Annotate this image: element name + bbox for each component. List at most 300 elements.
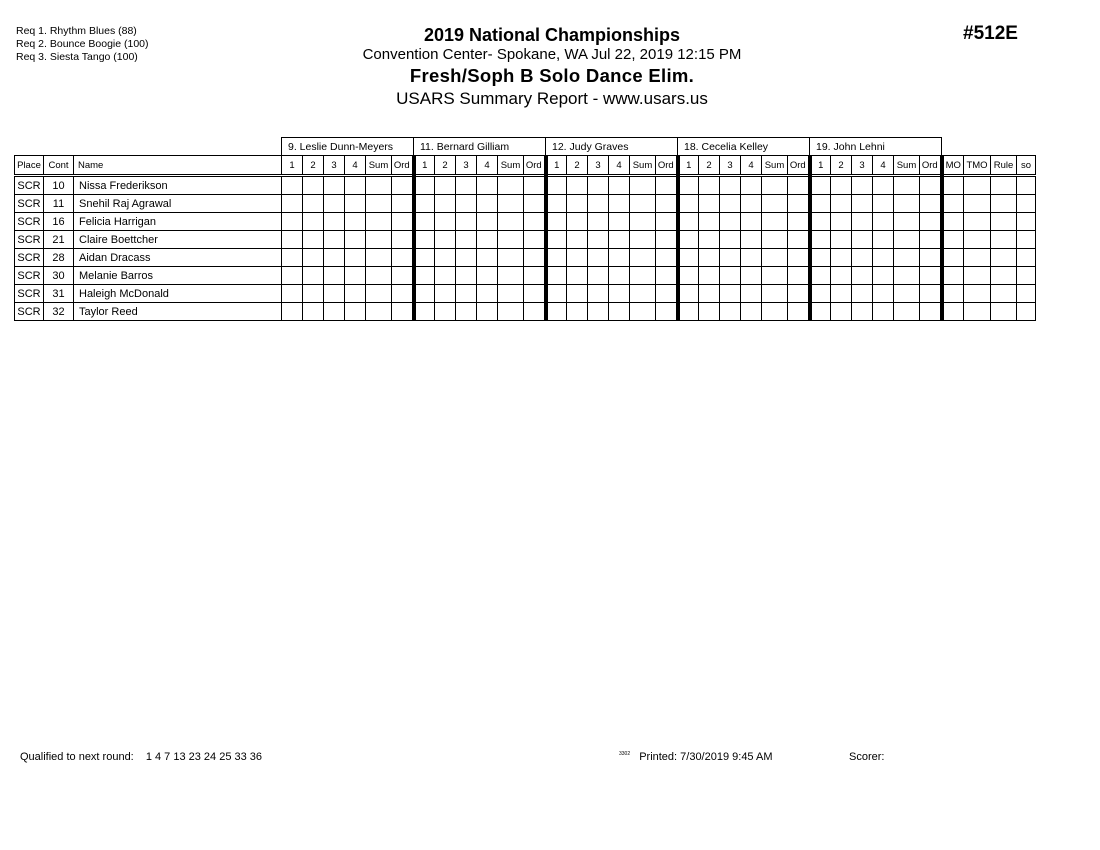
- tail-cell: [964, 231, 991, 249]
- score-cell: [477, 267, 498, 285]
- score-cell: [345, 176, 366, 195]
- score-cell: [345, 267, 366, 285]
- judge-name: 9. Leslie Dunn-Meyers: [282, 138, 414, 156]
- score-cell: [303, 267, 324, 285]
- print-code: 3302: [619, 751, 631, 757]
- score-cell: [392, 303, 414, 321]
- skater-name: Haleigh McDonald: [74, 285, 282, 303]
- tail-cell: [942, 285, 964, 303]
- score-cell: [762, 249, 788, 267]
- cont-cell: 21: [44, 231, 74, 249]
- score-cell: [345, 249, 366, 267]
- score-cell: [524, 285, 546, 303]
- score-col-header: 2: [831, 156, 852, 176]
- score-cell: [873, 249, 894, 267]
- tail-cell: [964, 267, 991, 285]
- score-cell: [392, 267, 414, 285]
- score-cell: [678, 267, 699, 285]
- score-cell: [546, 231, 567, 249]
- score-cell: [788, 249, 810, 267]
- requirement-item: Req 3. Siesta Tango (100): [16, 51, 138, 63]
- score-cell: [741, 303, 762, 321]
- score-cell: [567, 176, 588, 195]
- score-cell: [609, 213, 630, 231]
- skater-name: Melanie Barros: [74, 267, 282, 285]
- judge-name: 12. Judy Graves: [546, 138, 678, 156]
- score-cell: [546, 285, 567, 303]
- score-cell: [630, 303, 656, 321]
- cont-cell: 30: [44, 267, 74, 285]
- score-cell: [788, 267, 810, 285]
- score-cell: [435, 285, 456, 303]
- tail-cell: [964, 176, 991, 195]
- tail-cell: [942, 231, 964, 249]
- printed-line: [619, 751, 773, 763]
- score-cell: [414, 249, 435, 267]
- score-cell: [873, 285, 894, 303]
- score-cell: [656, 231, 678, 249]
- place-cell: SCR: [15, 303, 44, 321]
- score-cell: [282, 176, 303, 195]
- score-col-header: Ord: [524, 156, 546, 176]
- championship-title: 2019 National Championships: [423, 25, 681, 45]
- score-cell: [873, 231, 894, 249]
- requirement-item: Req 1. Rhythm Blues (88): [16, 25, 137, 37]
- score-cell: [498, 176, 524, 195]
- score-cell: [477, 195, 498, 213]
- judge-name: 19. John Lehni: [810, 138, 942, 156]
- tail-cell: [964, 303, 991, 321]
- score-cell: [456, 231, 477, 249]
- score-cell: [524, 176, 546, 195]
- score-cell: [720, 303, 741, 321]
- score-cell: [894, 303, 920, 321]
- scorer-label: Scorer:: [849, 751, 885, 763]
- score-cell: [477, 285, 498, 303]
- qualified-label: Qualified to next round:: [20, 751, 134, 763]
- score-cell: [810, 176, 831, 195]
- score-cell: [741, 176, 762, 195]
- score-cell: [852, 285, 873, 303]
- score-col-header: Sum: [366, 156, 392, 176]
- tail-cell: [1017, 231, 1036, 249]
- score-col-header: 2: [303, 156, 324, 176]
- score-cell: [477, 176, 498, 195]
- score-cell: [366, 195, 392, 213]
- score-col-header: 4: [345, 156, 366, 176]
- score-cell: [524, 303, 546, 321]
- score-cell: [366, 267, 392, 285]
- score-cell: [366, 176, 392, 195]
- tail-col-header: MO: [942, 156, 964, 176]
- tail-cell: [991, 285, 1017, 303]
- score-cell: [920, 303, 942, 321]
- score-cell: [588, 213, 609, 231]
- score-cell: [720, 195, 741, 213]
- score-cell: [630, 285, 656, 303]
- score-col-header: 4: [609, 156, 630, 176]
- score-col-header: Sum: [630, 156, 656, 176]
- score-cell: [567, 213, 588, 231]
- table-row: [15, 195, 1036, 213]
- score-cell: [282, 285, 303, 303]
- score-cell: [609, 267, 630, 285]
- place-cell: SCR: [15, 176, 44, 195]
- score-cell: [831, 231, 852, 249]
- cont-cell: 32: [44, 303, 74, 321]
- score-cell: [546, 176, 567, 195]
- cont-cell: 31: [44, 285, 74, 303]
- judge-header-row: [15, 138, 1036, 156]
- qualified-values: 1 4 7 13 23 24 25 33 36: [145, 751, 263, 763]
- score-cell: [720, 249, 741, 267]
- score-cell: [920, 176, 942, 195]
- cont-cell: 28: [44, 249, 74, 267]
- score-cell: [456, 176, 477, 195]
- name-header: Name: [74, 156, 282, 176]
- score-cell: [392, 231, 414, 249]
- score-cell: [741, 231, 762, 249]
- score-cell: [873, 213, 894, 231]
- score-cell: [435, 176, 456, 195]
- score-cell: [392, 249, 414, 267]
- score-cell: [762, 213, 788, 231]
- score-cell: [414, 195, 435, 213]
- score-cell: [414, 303, 435, 321]
- tail-col-header: TMO: [964, 156, 991, 176]
- tail-cell: [1017, 303, 1036, 321]
- score-cell: [345, 213, 366, 231]
- score-cell: [392, 176, 414, 195]
- score-cell: [282, 213, 303, 231]
- score-cell: [435, 231, 456, 249]
- score-cell: [810, 285, 831, 303]
- score-col-header: 3: [456, 156, 477, 176]
- table-row: [15, 267, 1036, 285]
- judge-name: 11. Bernard Gilliam: [414, 138, 546, 156]
- score-cell: [894, 285, 920, 303]
- judge-row-spacer: [942, 138, 1036, 156]
- score-cell: [567, 195, 588, 213]
- skater-name: Felicia Harrigan: [74, 213, 282, 231]
- score-cell: [435, 249, 456, 267]
- tail-cell: [942, 195, 964, 213]
- score-cell: [324, 213, 345, 231]
- score-cell: [498, 249, 524, 267]
- score-cell: [678, 285, 699, 303]
- tail-cell: [964, 195, 991, 213]
- score-col-header: 3: [588, 156, 609, 176]
- score-col-header: 3: [324, 156, 345, 176]
- table-row: [15, 231, 1036, 249]
- score-cell: [810, 231, 831, 249]
- score-cell: [392, 213, 414, 231]
- score-cell: [524, 231, 546, 249]
- score-cell: [546, 303, 567, 321]
- score-cell: [788, 231, 810, 249]
- place-cell: SCR: [15, 249, 44, 267]
- place-cell: SCR: [15, 231, 44, 249]
- score-cell: [894, 195, 920, 213]
- score-cell: [920, 195, 942, 213]
- tail-cell: [942, 303, 964, 321]
- score-cell: [567, 285, 588, 303]
- tail-cell: [991, 267, 1017, 285]
- score-col-header: 1: [678, 156, 699, 176]
- score-cell: [831, 285, 852, 303]
- skater-name: Taylor Reed: [74, 303, 282, 321]
- score-cell: [852, 303, 873, 321]
- score-cell: [324, 231, 345, 249]
- score-cell: [656, 195, 678, 213]
- tail-cell: [991, 231, 1017, 249]
- judge-row-spacer: [15, 138, 282, 156]
- score-cell: [831, 195, 852, 213]
- tail-cell: [1017, 213, 1036, 231]
- score-cell: [498, 303, 524, 321]
- score-col-header: 1: [414, 156, 435, 176]
- score-cell: [498, 285, 524, 303]
- score-col-header: 1: [282, 156, 303, 176]
- score-col-header: 4: [873, 156, 894, 176]
- score-cell: [762, 267, 788, 285]
- score-cell: [345, 285, 366, 303]
- score-cell: [831, 176, 852, 195]
- score-cell: [831, 249, 852, 267]
- score-cell: [720, 213, 741, 231]
- score-cell: [873, 303, 894, 321]
- column-header-row: [15, 156, 1036, 176]
- score-cell: [630, 267, 656, 285]
- table-row: [15, 303, 1036, 321]
- score-cell: [920, 267, 942, 285]
- score-cell: [546, 213, 567, 231]
- score-cell: [324, 249, 345, 267]
- tail-cell: [991, 195, 1017, 213]
- score-cell: [678, 195, 699, 213]
- score-cell: [741, 195, 762, 213]
- score-cell: [656, 285, 678, 303]
- score-cell: [303, 285, 324, 303]
- table-row: [15, 213, 1036, 231]
- score-cell: [894, 267, 920, 285]
- score-cell: [873, 267, 894, 285]
- tail-cell: [991, 176, 1017, 195]
- score-cell: [414, 267, 435, 285]
- score-cell: [873, 195, 894, 213]
- score-cell: [699, 231, 720, 249]
- tail-cell: [942, 176, 964, 195]
- score-cell: [656, 303, 678, 321]
- score-cell: [567, 249, 588, 267]
- tail-cell: [1017, 176, 1036, 195]
- score-cell: [678, 231, 699, 249]
- score-cell: [699, 176, 720, 195]
- score-cell: [435, 267, 456, 285]
- score-cell: [741, 249, 762, 267]
- skater-name: Snehil Raj Agrawal: [74, 195, 282, 213]
- score-cell: [630, 249, 656, 267]
- score-col-header: Ord: [656, 156, 678, 176]
- score-cell: [366, 249, 392, 267]
- score-cell: [762, 195, 788, 213]
- score-cell: [810, 267, 831, 285]
- score-cell: [656, 267, 678, 285]
- score-cell: [656, 249, 678, 267]
- score-cell: [831, 213, 852, 231]
- score-col-header: Sum: [762, 156, 788, 176]
- score-cell: [788, 285, 810, 303]
- score-cell: [720, 267, 741, 285]
- score-cell: [324, 176, 345, 195]
- score-cell: [477, 303, 498, 321]
- score-cell: [699, 285, 720, 303]
- score-cell: [588, 176, 609, 195]
- printed-timestamp: Printed: 7/30/2019 9:45 AM: [639, 751, 773, 763]
- score-cell: [609, 285, 630, 303]
- tail-cell: [1017, 195, 1036, 213]
- score-cell: [630, 195, 656, 213]
- tail-cell: [964, 213, 991, 231]
- place-header: Place: [15, 156, 44, 176]
- score-cell: [852, 231, 873, 249]
- score-cell: [366, 213, 392, 231]
- score-cell: [810, 213, 831, 231]
- score-cell: [630, 213, 656, 231]
- score-cell: [546, 249, 567, 267]
- score-cell: [303, 303, 324, 321]
- score-cell: [282, 303, 303, 321]
- skater-name: Claire Boettcher: [74, 231, 282, 249]
- score-cell: [324, 285, 345, 303]
- score-cell: [524, 195, 546, 213]
- score-cell: [788, 213, 810, 231]
- score-cell: [498, 267, 524, 285]
- tail-cell: [964, 285, 991, 303]
- score-cell: [678, 213, 699, 231]
- score-cell: [788, 195, 810, 213]
- report-header: [300, 24, 804, 110]
- cont-header: Cont: [44, 156, 74, 176]
- judge-name: 18. Cecelia Kelley: [678, 138, 810, 156]
- score-cell: [894, 213, 920, 231]
- score-cell: [788, 176, 810, 195]
- score-cell: [477, 231, 498, 249]
- score-cell: [324, 195, 345, 213]
- score-cell: [699, 267, 720, 285]
- score-cell: [282, 267, 303, 285]
- score-cell: [873, 176, 894, 195]
- score-cell: [609, 176, 630, 195]
- score-cell: [852, 195, 873, 213]
- score-cell: [303, 213, 324, 231]
- score-cell: [456, 303, 477, 321]
- score-cell: [303, 231, 324, 249]
- table-row: [15, 249, 1036, 267]
- score-cell: [546, 267, 567, 285]
- score-cell: [920, 231, 942, 249]
- score-cell: [345, 231, 366, 249]
- report-name: USARS Summary Report - www.usars.us: [396, 89, 708, 108]
- score-cell: [788, 303, 810, 321]
- tail-cell: [991, 303, 1017, 321]
- score-cell: [762, 285, 788, 303]
- score-cell: [609, 231, 630, 249]
- score-cell: [699, 303, 720, 321]
- requirement-item: Req 2. Bounce Boogie (100): [16, 38, 149, 50]
- score-col-header: Ord: [392, 156, 414, 176]
- score-col-header: 2: [699, 156, 720, 176]
- qualified-line: [20, 751, 262, 763]
- place-cell: SCR: [15, 195, 44, 213]
- score-cell: [456, 213, 477, 231]
- score-cell: [498, 213, 524, 231]
- tail-cell: [991, 213, 1017, 231]
- score-col-header: 2: [435, 156, 456, 176]
- score-cell: [852, 267, 873, 285]
- tail-cell: [942, 267, 964, 285]
- score-cell: [567, 303, 588, 321]
- score-col-header: 3: [852, 156, 873, 176]
- score-cell: [324, 267, 345, 285]
- score-cell: [920, 285, 942, 303]
- score-cell: [852, 213, 873, 231]
- score-col-header: 3: [720, 156, 741, 176]
- score-cell: [831, 267, 852, 285]
- score-cell: [303, 195, 324, 213]
- score-col-header: 1: [810, 156, 831, 176]
- event-number: #512E: [963, 23, 1018, 44]
- score-cell: [524, 267, 546, 285]
- score-cell: [699, 249, 720, 267]
- score-cell: [741, 213, 762, 231]
- cont-cell: 16: [44, 213, 74, 231]
- score-cell: [720, 231, 741, 249]
- score-cell: [656, 176, 678, 195]
- score-cell: [282, 231, 303, 249]
- tail-cell: [964, 249, 991, 267]
- score-cell: [630, 231, 656, 249]
- score-cell: [303, 249, 324, 267]
- cont-cell: 10: [44, 176, 74, 195]
- score-cell: [524, 249, 546, 267]
- place-cell: SCR: [15, 267, 44, 285]
- score-cell: [920, 213, 942, 231]
- score-cell: [894, 176, 920, 195]
- score-cell: [609, 195, 630, 213]
- score-cell: [810, 195, 831, 213]
- tail-cell: [1017, 285, 1036, 303]
- score-cell: [720, 285, 741, 303]
- score-cell: [456, 285, 477, 303]
- place-cell: SCR: [15, 285, 44, 303]
- cont-cell: 11: [44, 195, 74, 213]
- skater-name: Nissa Frederikson: [74, 176, 282, 195]
- score-cell: [282, 249, 303, 267]
- score-cell: [366, 231, 392, 249]
- score-cell: [678, 249, 699, 267]
- score-col-header: Sum: [498, 156, 524, 176]
- score-cell: [588, 285, 609, 303]
- score-cell: [366, 303, 392, 321]
- score-cell: [588, 231, 609, 249]
- score-cell: [699, 195, 720, 213]
- score-cell: [852, 176, 873, 195]
- score-cell: [456, 249, 477, 267]
- score-cell: [920, 249, 942, 267]
- score-cell: [435, 213, 456, 231]
- score-col-header: 2: [567, 156, 588, 176]
